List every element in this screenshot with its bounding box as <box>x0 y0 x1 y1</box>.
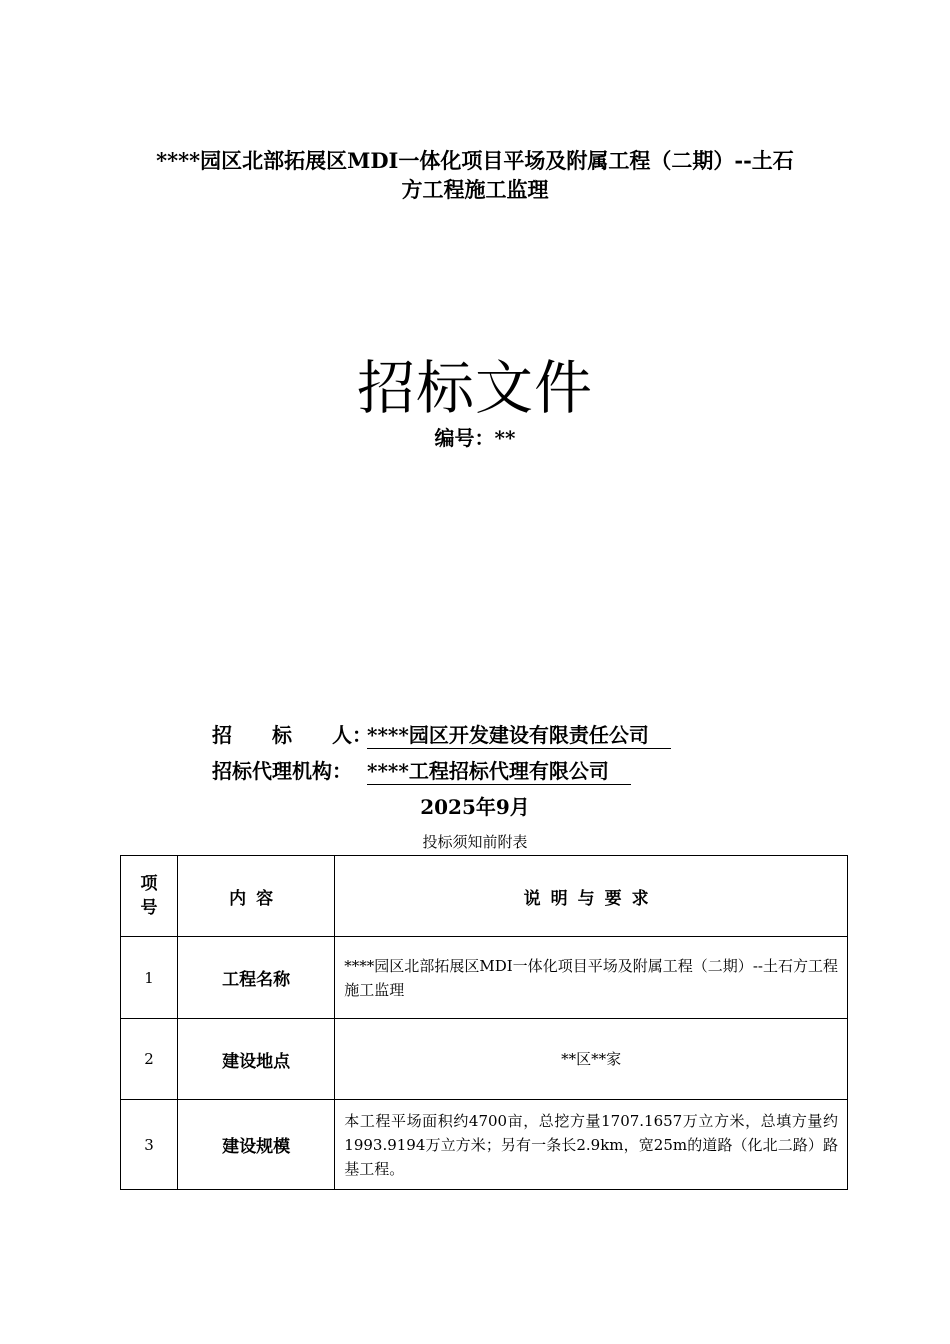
project-title: ****园区北部拓展区MDI一体化项目平场及附属工程（二期）--土石方工程施工监理 <box>156 148 794 202</box>
tenderer-row <box>212 721 671 749</box>
header-no <box>121 856 178 937</box>
row-description: **区**家 <box>335 1019 848 1100</box>
table-row <box>121 1100 848 1190</box>
row-description: 本工程平场面积约4700亩，总挖方量1707.1657万立方米，总填方量约1993.9194万立方米；另有一条长2.9km，宽25m的道路（化北二路）路基工程。 <box>335 1100 848 1190</box>
row-number: 2 <box>121 1019 178 1100</box>
header-no-char: 号 <box>140 898 158 918</box>
tenderer-label: 招 标 人： <box>212 723 372 747</box>
header-desc: 说明与要求 <box>335 856 848 937</box>
document-number: 编号：** <box>434 426 516 450</box>
row-number: 3 <box>121 1100 178 1190</box>
table-header-row <box>121 856 848 937</box>
tenderer-value: ****园区开发建设有限责任公司 <box>367 723 671 749</box>
header-no-text <box>121 872 177 920</box>
header-no-char: 项 <box>140 874 158 894</box>
table-row <box>121 937 848 1019</box>
header-item: 内容 <box>178 856 335 937</box>
row-item: 工程名称 <box>178 937 335 1019</box>
table-row <box>121 1019 848 1100</box>
row-description: ****园区北部拓展区MDI一体化项目平场及附属工程（二期）--土石方工程施工监理 <box>335 937 848 1019</box>
agent-row <box>212 757 631 785</box>
bidder-notice-table <box>120 855 848 1190</box>
agent-label: 招标代理机构： <box>212 759 352 783</box>
agent-value: ****工程招标代理有限公司 <box>367 759 631 785</box>
row-item: 建设地点 <box>178 1019 335 1100</box>
document-title: 招标文件 <box>356 354 593 422</box>
issue-date: 2025年9月 <box>420 795 530 819</box>
row-number: 1 <box>121 937 178 1019</box>
table-caption: 投标须知前附表 <box>422 833 528 851</box>
row-item: 建设规模 <box>178 1100 335 1190</box>
